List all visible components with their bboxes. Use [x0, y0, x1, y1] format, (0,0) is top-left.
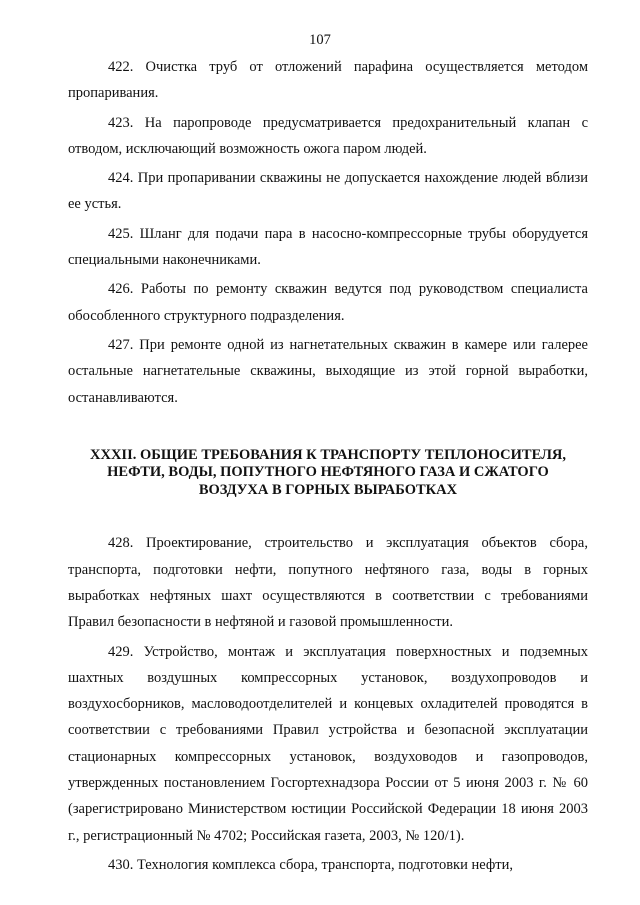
document-body	[68, 54, 588, 881]
paragraph-427: 427. При ремонте одной из нагнетательных скважин в камере или галерее остальные нагнетательные скважины, выходящие из этой горной выработки, останавливаются.	[68, 336, 588, 406]
paragraph-425: 425. Шланг для подачи пара в насосно-компрессорные трубы оборудуется специальными наконечниками.	[68, 225, 588, 269]
section-heading	[68, 447, 588, 500]
paragraph-422: 422. Очистка труб от отложений парафина осуществляется методом пропаривания.	[68, 59, 588, 102]
section-heading-line-2: НЕФТИ, ВОДЫ, ПОПУТНОГО НЕФТЯНОГО ГАЗА И СЖАТОГО	[107, 464, 549, 481]
paragraph-424: 424. При пропаривании скважины не допускается нахождение людей вблизи ее устья.	[68, 170, 588, 213]
section-heading-line-3: ВОЗДУХА В ГОРНЫХ ВЫРАБОТКАХ	[198, 481, 458, 498]
page-number: 107	[309, 32, 331, 48]
section-heading-line-1: XXXII. ОБЩИЕ ТРЕБОВАНИЯ К ТРАНСПОРТУ ТЕПЛОНОСИТЕЛЯ,	[90, 446, 566, 463]
paragraph-423: 423. На паропроводе предусматривается предохранительный клапан с отводом, исключающий возможность ожога паром людей.	[68, 114, 588, 157]
paragraph-428: 428. Проектирование, строительство и эксплуатация объектов сбора, транспорта, подготовки нефти, попутного нефтяного газа, воды в горных выработках нефтяных шахт осуществляются в соответствии с требованиями Правил безопасности в нефтяной и газовой промышленности.	[68, 535, 588, 631]
paragraph-430: 430. Технология комплекса сбора, транспорта, подготовки нефти,	[108, 856, 513, 873]
paragraph-429: 429. Устройство, монтаж и эксплуатация поверхностных и подземных шахтных воздушных компрессорных установок, воздухопроводов и воздухосборников, масловодоотделителей и концевых охладителей проводятся в соответствии с требованиями Правил устройства и безопасной эксплуатации стационарных компрессорных установок, воздуховодов и газопроводов, утвержденных постановлением Госгортехнадзора России от 5 июня 2003 г. № 60 (зарегистрировано Министерством юстиции Российской Федерации 18 июня 2003 г., регистрационный № 4702; Российская газета, 2003, № 120/1).	[68, 643, 588, 844]
paragraph-426: 426. Работы по ремонту скважин ведутся под руководством специалиста обособленного структурного подразделения.	[68, 281, 588, 324]
